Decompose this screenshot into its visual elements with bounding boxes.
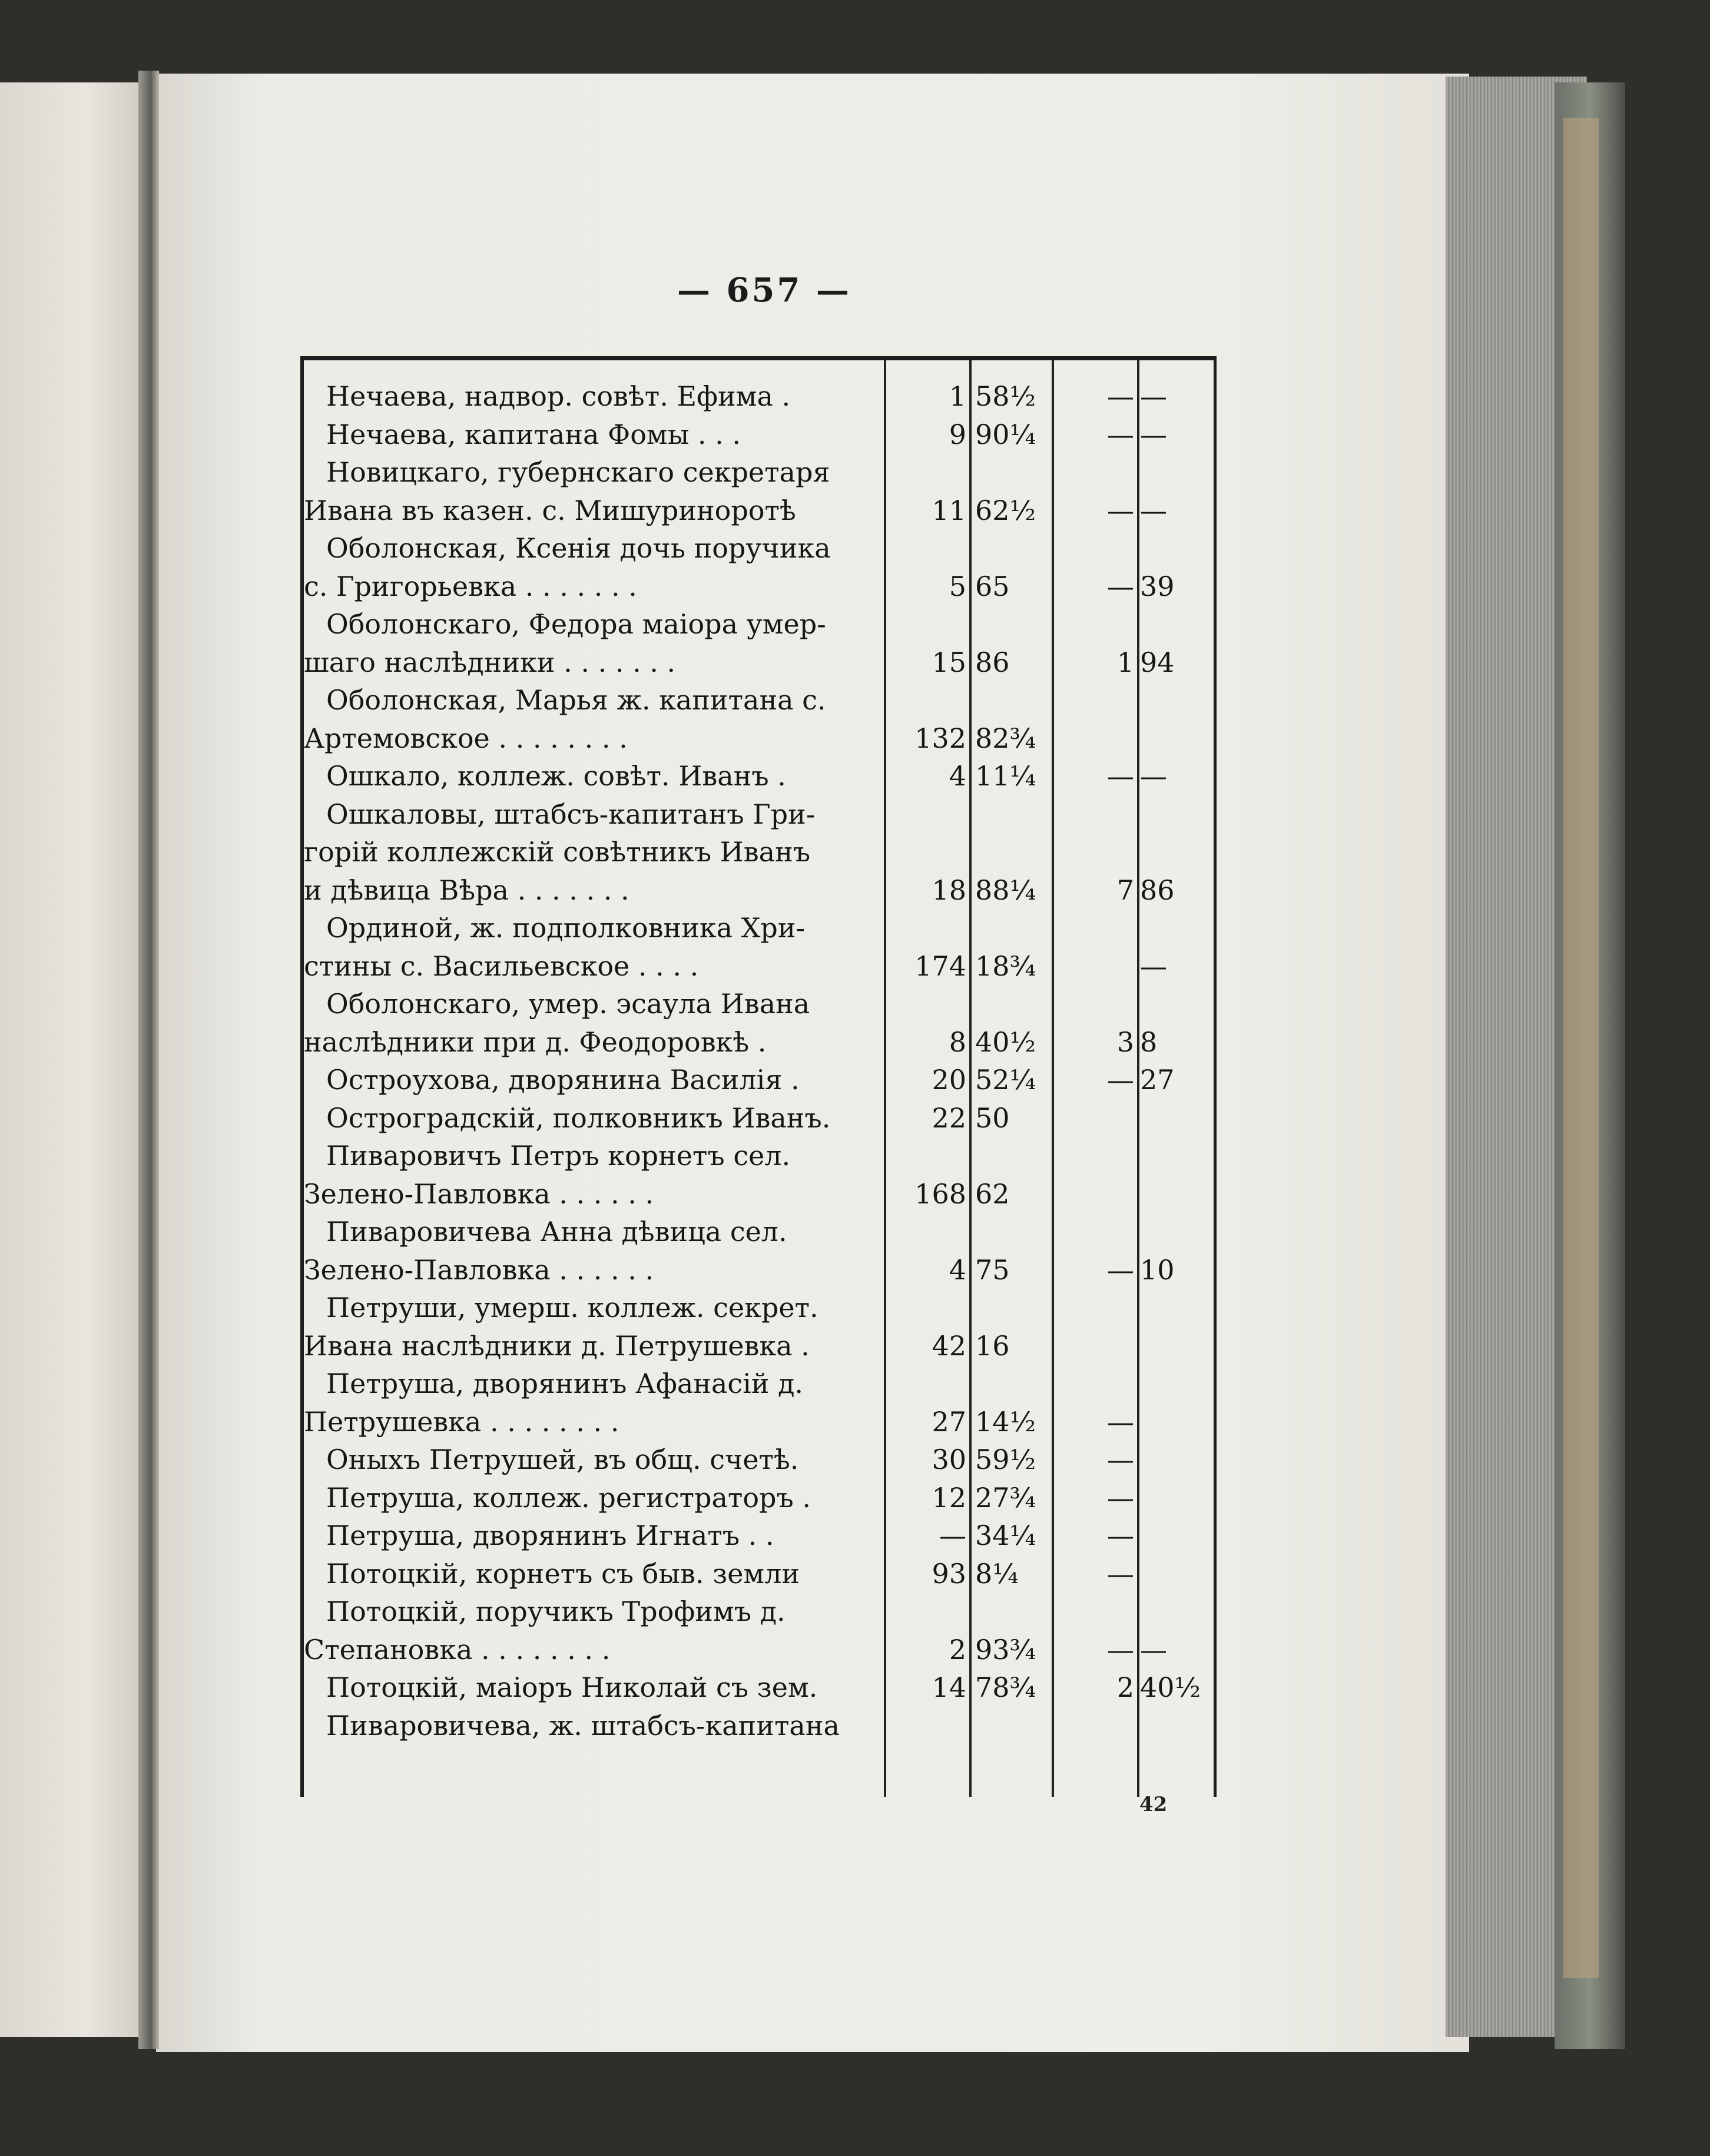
amount-cell: 27 bbox=[1140, 1064, 1175, 1096]
amount-cell: — bbox=[1140, 760, 1167, 792]
amount-cell: 8 bbox=[949, 1026, 966, 1058]
amount-cell: 62½ bbox=[975, 494, 1036, 526]
page-number: — 657 — bbox=[677, 271, 851, 310]
book-gutter bbox=[138, 71, 159, 2049]
table-row bbox=[304, 1137, 1214, 1180]
entry-text: Остроухова, дворянина Василія . bbox=[326, 1064, 800, 1096]
amount-cell: — bbox=[1107, 1444, 1134, 1475]
amount-cell: — bbox=[1107, 1064, 1134, 1096]
entry-text: Потоцкій, поручикъ Трофимъ д. bbox=[326, 1596, 786, 1627]
entry-text: Артемовское . . . . . . . . bbox=[304, 722, 628, 754]
amount-cell: — bbox=[1107, 1481, 1134, 1514]
amount-cell: 50 bbox=[975, 1102, 1010, 1134]
amount-cell: 11¼ bbox=[975, 760, 1036, 792]
amount-cell: 27 bbox=[932, 1405, 966, 1438]
table-row bbox=[304, 948, 1214, 991]
amount-cell: 75 bbox=[975, 1253, 1010, 1286]
amount-cell: 20 bbox=[932, 1064, 966, 1096]
entry-text: Потоцкій, маіоръ Николай съ зем. bbox=[326, 1671, 818, 1703]
amount-cell: 34¼ bbox=[975, 1520, 1036, 1551]
amount-cell: 1 bbox=[949, 380, 966, 412]
entry-text: Ивана наслѣдники д. Петрушевка . bbox=[304, 1329, 810, 1362]
table-row bbox=[304, 1062, 1214, 1104]
table-row bbox=[304, 796, 1214, 839]
table-row bbox=[304, 1100, 1214, 1143]
amount-cell: 4 bbox=[949, 1253, 966, 1286]
amount-cell: 30 bbox=[932, 1444, 966, 1475]
table-row bbox=[304, 834, 1214, 877]
amount-cell: 40½ bbox=[1140, 1671, 1201, 1703]
table-row bbox=[304, 1593, 1214, 1636]
amount-cell: 12 bbox=[932, 1481, 966, 1514]
table-row bbox=[304, 454, 1214, 497]
entry-text: Потоцкій, корнетъ съ быв. земли bbox=[326, 1557, 800, 1590]
amount-cell: 59½ bbox=[975, 1444, 1036, 1475]
amount-cell: 8 bbox=[1140, 1026, 1158, 1058]
entry-text: Пиваровичева Анна дѣвица сел. bbox=[326, 1216, 787, 1248]
entry-text: Остроградскій, полковникъ Иванъ. bbox=[326, 1102, 831, 1134]
amount-cell: 174 bbox=[914, 950, 966, 982]
table-row bbox=[304, 568, 1214, 611]
amount-cell: 16 bbox=[975, 1329, 1010, 1362]
table-row bbox=[304, 378, 1214, 421]
table-row bbox=[304, 986, 1214, 1029]
amount-cell: 11 bbox=[932, 494, 966, 526]
amount-cell: 8¼ bbox=[975, 1557, 1019, 1590]
entry-text: Пиваровичева, ж. штабсъ-капитана bbox=[326, 1709, 840, 1742]
table-row bbox=[304, 606, 1214, 649]
amount-cell: 78¾ bbox=[975, 1671, 1036, 1703]
amount-cell: — bbox=[1107, 1633, 1134, 1666]
cover-edge bbox=[1563, 118, 1599, 1978]
table-row bbox=[304, 1024, 1214, 1067]
entry-text: стины с. Васильевское . . . . bbox=[304, 950, 699, 982]
amount-cell: 22 bbox=[932, 1102, 966, 1134]
entry-text: с. Григорьевка . . . . . . . bbox=[304, 570, 637, 602]
amount-cell: 18 bbox=[932, 874, 966, 906]
entry-text: Новицкаго, губернскаго секретаря bbox=[326, 456, 830, 488]
table-row bbox=[304, 1707, 1214, 1750]
amount-cell: 3 bbox=[1116, 1026, 1134, 1058]
entry-text: шаго наслѣдники . . . . . . . bbox=[304, 646, 676, 678]
amount-cell: 40½ bbox=[975, 1026, 1036, 1058]
amount-cell: 14 bbox=[932, 1671, 966, 1703]
amount-cell: 5 bbox=[949, 570, 966, 602]
table-row bbox=[304, 1289, 1214, 1332]
amount-cell: 15 bbox=[932, 646, 966, 678]
amount-cell: 94 bbox=[1140, 646, 1175, 678]
table-row bbox=[304, 1555, 1214, 1598]
amount-cell: 58½ bbox=[975, 380, 1036, 412]
table-row bbox=[304, 644, 1214, 687]
entry-text: Оболонская, Марья ж. капитана с. bbox=[326, 684, 826, 716]
table-row bbox=[304, 1669, 1214, 1712]
table-row bbox=[304, 530, 1214, 573]
amount-cell: 86 bbox=[1140, 874, 1175, 906]
amount-cell: — bbox=[1107, 1520, 1134, 1551]
table-row bbox=[304, 1328, 1214, 1371]
amount-cell: — bbox=[1107, 1557, 1134, 1590]
amount-cell: 10 bbox=[1140, 1253, 1175, 1286]
amount-cell: 27¾ bbox=[975, 1481, 1036, 1514]
table-row bbox=[304, 1365, 1214, 1408]
entry-text: Степановка . . . . . . . . bbox=[304, 1633, 611, 1666]
amount-cell: — bbox=[1140, 418, 1167, 450]
table-row bbox=[304, 1404, 1214, 1447]
amount-cell: — bbox=[939, 1520, 966, 1551]
signature-mark: 42 bbox=[1139, 1793, 1168, 1816]
amount-cell: — bbox=[1140, 1633, 1167, 1666]
entry-text: Зелено-Павловка . . . . . . bbox=[304, 1253, 654, 1286]
table-row bbox=[304, 1441, 1214, 1484]
entry-text: горій коллежскій совѣтникъ Иванъ bbox=[304, 836, 811, 868]
amount-cell: 93 bbox=[932, 1557, 966, 1590]
amount-cell: 52¼ bbox=[975, 1064, 1036, 1096]
entry-text: Ошкало, коллеж. совѣт. Иванъ . bbox=[326, 760, 786, 792]
table-row bbox=[304, 720, 1214, 763]
amount-cell: 2 bbox=[949, 1633, 966, 1666]
amount-cell: 2 bbox=[1116, 1671, 1134, 1703]
table-row bbox=[304, 1480, 1214, 1523]
entry-text: Оболонскаго, умер. эсаула Ивана bbox=[326, 988, 810, 1020]
entry-text: Пиваровичъ Петръ корнетъ сел. bbox=[326, 1140, 791, 1172]
table-row bbox=[304, 416, 1214, 459]
amount-cell: 42 bbox=[932, 1329, 966, 1362]
entry-text: Зелено-Павловка . . . . . . bbox=[304, 1177, 654, 1210]
entry-text: Петруша, дворянинъ Игнатъ . . bbox=[326, 1520, 774, 1551]
amount-cell: — bbox=[1107, 380, 1134, 412]
amount-cell: 9 bbox=[949, 418, 966, 450]
entry-text: Нечаева, надвор. совѣт. Ефима . bbox=[326, 380, 791, 412]
table-row bbox=[304, 1176, 1214, 1219]
entry-text: Ошкаловы, штабсъ-капитанъ Гри- bbox=[326, 798, 816, 830]
amount-cell: 86 bbox=[975, 646, 1010, 678]
amount-cell: 39 bbox=[1140, 570, 1175, 602]
amount-cell: 168 bbox=[914, 1177, 966, 1210]
table-row bbox=[304, 872, 1214, 915]
amount-cell: — bbox=[1107, 760, 1134, 792]
table-row bbox=[304, 1631, 1214, 1674]
entry-text: Оболонскаго, Федора маіора умер- bbox=[326, 608, 826, 640]
table-row bbox=[304, 1252, 1214, 1295]
entry-text: Ординой, ж. подполковника Хри- bbox=[326, 912, 806, 944]
table-row bbox=[304, 758, 1214, 801]
amount-cell: 93¾ bbox=[975, 1633, 1036, 1666]
entry-text: Оныхъ Петрушей, въ общ. счетѣ. bbox=[326, 1444, 799, 1475]
amount-cell: 14½ bbox=[975, 1405, 1036, 1438]
table-row bbox=[304, 910, 1214, 953]
amount-cell: 7 bbox=[1116, 874, 1134, 906]
amount-cell: — bbox=[1107, 418, 1134, 450]
table-row bbox=[304, 682, 1214, 725]
amount-cell: 132 bbox=[914, 722, 966, 754]
amount-cell: 4 bbox=[949, 760, 966, 792]
amount-cell: 82¾ bbox=[975, 722, 1036, 754]
amount-cell: 1 bbox=[1116, 646, 1134, 678]
entry-text: Петрушевка . . . . . . . . bbox=[304, 1405, 619, 1438]
table-row bbox=[304, 1213, 1214, 1256]
amount-cell: 65 bbox=[975, 570, 1010, 602]
amount-cell: 18¾ bbox=[975, 950, 1036, 982]
amount-cell: — bbox=[1107, 494, 1134, 526]
entry-text: Петруша, коллеж. регистраторъ . bbox=[326, 1481, 811, 1514]
entry-text: Оболонская, Ксенія дочь поручика bbox=[326, 532, 831, 564]
ledger-table bbox=[300, 356, 1217, 1797]
table-row bbox=[304, 492, 1214, 535]
entry-text: и дѣвица Вѣра . . . . . . . bbox=[304, 874, 629, 906]
entry-text: Петруши, умерш. коллеж. секрет. bbox=[326, 1292, 818, 1324]
entry-text: наслѣдники при д. Феодоровкѣ . bbox=[304, 1026, 767, 1058]
amount-cell: 90¼ bbox=[975, 418, 1036, 450]
table-row bbox=[304, 1517, 1214, 1560]
amount-cell: — bbox=[1140, 494, 1167, 526]
amount-cell: — bbox=[1140, 380, 1167, 412]
left-page-edge bbox=[0, 82, 144, 2037]
entry-text: Петруша, дворянинъ Афанасій д. bbox=[326, 1368, 804, 1399]
amount-cell: — bbox=[1107, 570, 1134, 602]
entry-text: Ивана въ казен. с. Мишуриноротѣ bbox=[304, 494, 796, 526]
amount-cell: — bbox=[1140, 950, 1167, 982]
amount-cell: — bbox=[1107, 1253, 1134, 1286]
entry-text: Нечаева, капитана Фомы . . . bbox=[326, 418, 741, 450]
amount-cell: 88¼ bbox=[975, 874, 1036, 906]
amount-cell: — bbox=[1107, 1405, 1134, 1438]
amount-cell: 62 bbox=[975, 1177, 1010, 1210]
